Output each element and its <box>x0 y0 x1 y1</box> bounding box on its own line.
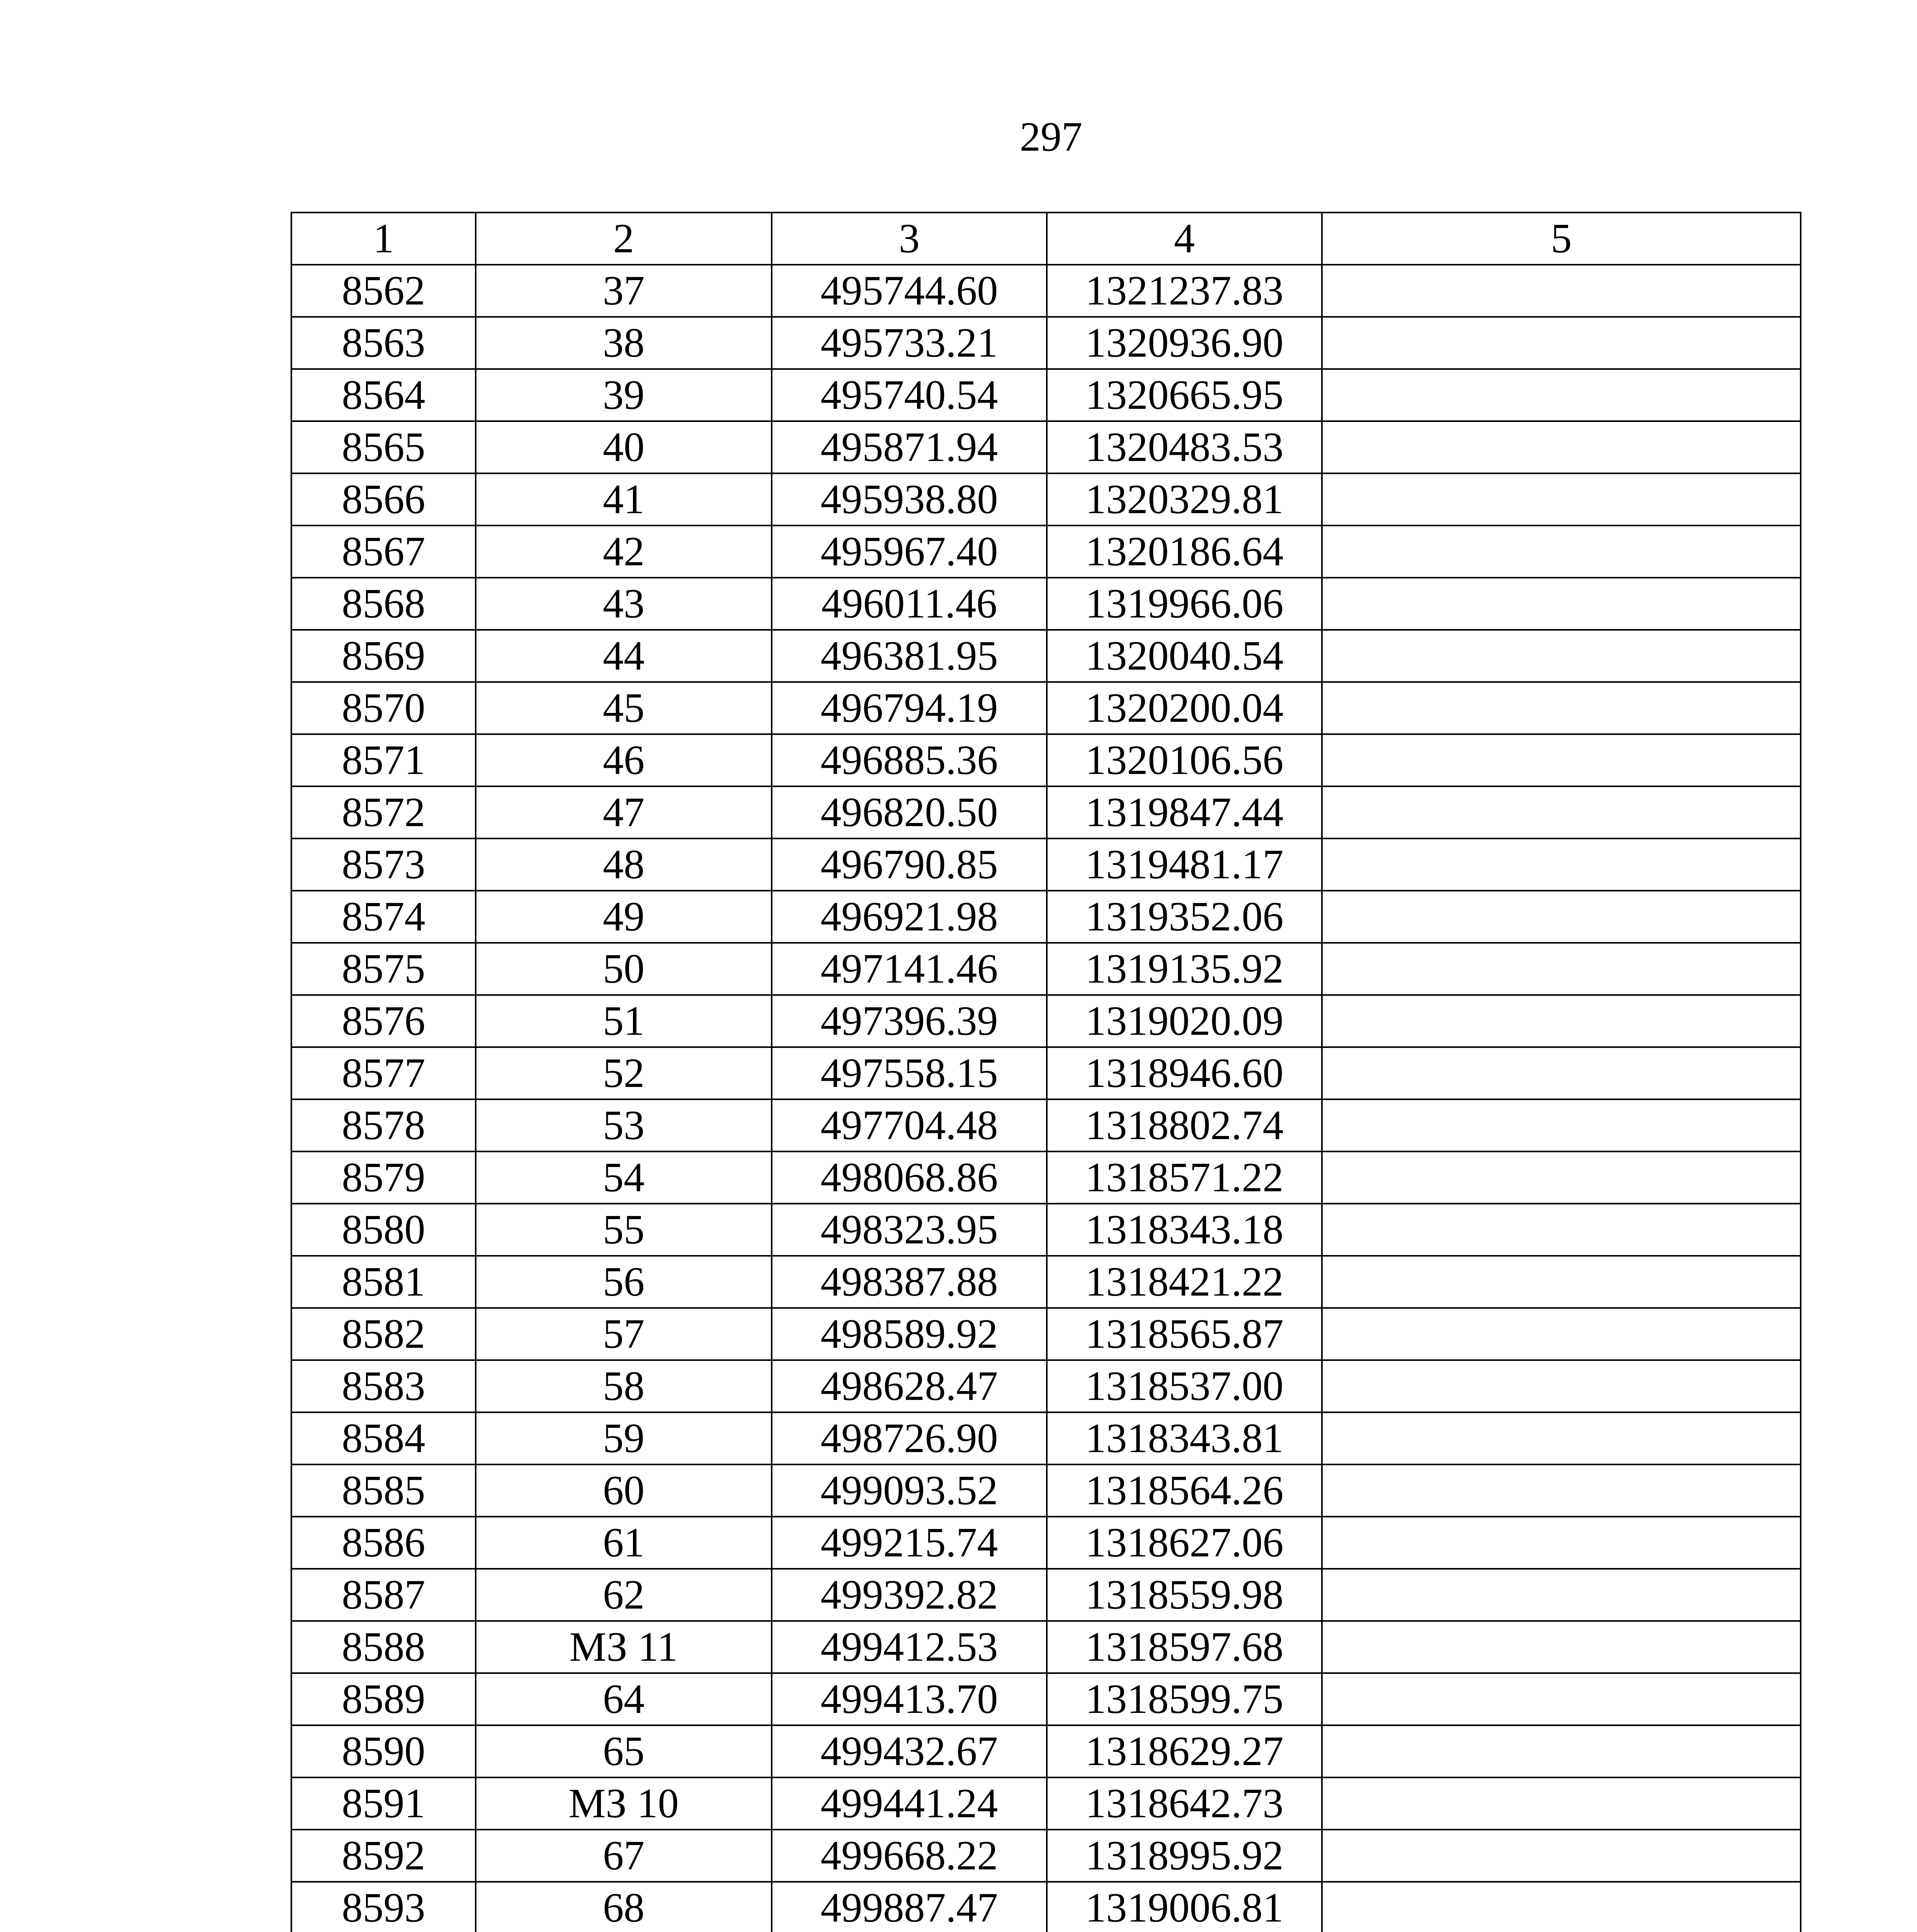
table-cell: 8581 <box>291 1256 476 1308</box>
table-cell: 46 <box>476 734 772 786</box>
table-row <box>291 1047 1801 1099</box>
table-row <box>291 526 1801 578</box>
table-cell: 496011.46 <box>772 578 1047 630</box>
table-cell <box>1322 1204 1801 1256</box>
table-cell: 1320106.56 <box>1047 734 1322 786</box>
table-cell: 67 <box>476 1830 772 1882</box>
table-row <box>291 891 1801 943</box>
column-header: 5 <box>1322 213 1801 265</box>
table-cell: 8593 <box>291 1882 476 1932</box>
table-cell: 8578 <box>291 1099 476 1151</box>
table-cell: 495938.80 <box>772 473 1047 526</box>
table-cell: 8574 <box>291 891 476 943</box>
table-row <box>291 1151 1801 1204</box>
table-cell: 8591 <box>291 1777 476 1830</box>
table-cell: 499432.67 <box>772 1725 1047 1777</box>
table-row <box>291 369 1801 421</box>
table-cell: 58 <box>476 1360 772 1412</box>
table-cell <box>1322 1569 1801 1621</box>
table-cell: 8563 <box>291 317 476 369</box>
table-cell: 48 <box>476 838 772 891</box>
table-cell: 496820.50 <box>772 786 1047 838</box>
table-row <box>291 682 1801 734</box>
table-cell: 42 <box>476 526 772 578</box>
page-number: 297 <box>1020 114 1082 160</box>
table-row <box>291 317 1801 369</box>
table-cell: 1320665.95 <box>1047 369 1322 421</box>
table-cell: 1318629.27 <box>1047 1725 1322 1777</box>
table-cell: 1318564.26 <box>1047 1464 1322 1517</box>
table-cell <box>1322 1882 1801 1932</box>
table-cell: 8585 <box>291 1464 476 1517</box>
table-cell: 498628.47 <box>772 1360 1047 1412</box>
table-cell: 57 <box>476 1308 772 1360</box>
table-cell: 1320186.64 <box>1047 526 1322 578</box>
table-cell: МЗ 11 <box>476 1621 772 1673</box>
table-cell: 51 <box>476 995 772 1047</box>
table-cell: 8570 <box>291 682 476 734</box>
table-cell: 8571 <box>291 734 476 786</box>
table-cell: 497141.46 <box>772 943 1047 995</box>
column-header: 3 <box>772 213 1047 265</box>
table-cell <box>1322 317 1801 369</box>
table-cell: МЗ 10 <box>476 1777 772 1830</box>
table-cell: 495733.21 <box>772 317 1047 369</box>
table-cell: 37 <box>476 265 772 317</box>
table-cell: 1318946.60 <box>1047 1047 1322 1099</box>
table-cell: 1321237.83 <box>1047 265 1322 317</box>
table-cell <box>1322 265 1801 317</box>
table-cell <box>1322 1308 1801 1360</box>
table-row <box>291 1099 1801 1151</box>
table-cell: 64 <box>476 1673 772 1725</box>
table-cell: 1318627.06 <box>1047 1517 1322 1569</box>
table-cell: 8568 <box>291 578 476 630</box>
column-header: 1 <box>291 213 476 265</box>
header-row <box>291 213 1801 265</box>
table-cell: 8582 <box>291 1308 476 1360</box>
table-cell: 41 <box>476 473 772 526</box>
table-cell: 499887.47 <box>772 1882 1047 1932</box>
table-cell: 38 <box>476 317 772 369</box>
table-cell <box>1322 682 1801 734</box>
table-cell: 8590 <box>291 1725 476 1777</box>
table-cell: 1320200.04 <box>1047 682 1322 734</box>
table-cell: 1318642.73 <box>1047 1777 1322 1830</box>
table-cell <box>1322 734 1801 786</box>
table-cell: 8569 <box>291 630 476 682</box>
table-cell: 54 <box>476 1151 772 1204</box>
table-cell: 1318802.74 <box>1047 1099 1322 1151</box>
table-cell: 1319352.06 <box>1047 891 1322 943</box>
table-cell <box>1322 786 1801 838</box>
table-row <box>291 1882 1801 1932</box>
table-cell: 8586 <box>291 1517 476 1569</box>
table-cell <box>1322 369 1801 421</box>
table-cell: 496921.98 <box>772 891 1047 943</box>
table-cell: 499215.74 <box>772 1517 1047 1569</box>
table-cell <box>1322 630 1801 682</box>
table-row <box>291 1569 1801 1621</box>
table-row <box>291 734 1801 786</box>
table-cell: 61 <box>476 1517 772 1569</box>
table-cell <box>1322 1464 1801 1517</box>
table-cell: 499392.82 <box>772 1569 1047 1621</box>
table-cell: 498726.90 <box>772 1412 1047 1464</box>
table-cell: 60 <box>476 1464 772 1517</box>
table-row <box>291 1464 1801 1517</box>
table-cell: 1318565.87 <box>1047 1308 1322 1360</box>
table-row <box>291 1360 1801 1412</box>
table-cell <box>1322 526 1801 578</box>
table-cell <box>1322 473 1801 526</box>
table-cell <box>1322 1256 1801 1308</box>
table-cell <box>1322 1673 1801 1725</box>
table-cell: 8588 <box>291 1621 476 1673</box>
table-cell: 53 <box>476 1099 772 1151</box>
table-cell: 498589.92 <box>772 1308 1047 1360</box>
table-cell <box>1322 891 1801 943</box>
table-cell: 498068.86 <box>772 1151 1047 1204</box>
table-cell: 8589 <box>291 1673 476 1725</box>
table-cell: 8564 <box>291 369 476 421</box>
table-row <box>291 1725 1801 1777</box>
table-cell <box>1322 1830 1801 1882</box>
table-cell: 40 <box>476 421 772 473</box>
table-cell: 495967.40 <box>772 526 1047 578</box>
table-cell <box>1322 943 1801 995</box>
table-cell: 68 <box>476 1882 772 1932</box>
table-cell: 496381.95 <box>772 630 1047 682</box>
table-cell <box>1322 1777 1801 1830</box>
table-cell: 1319135.92 <box>1047 943 1322 995</box>
table-row <box>291 1412 1801 1464</box>
table-row <box>291 838 1801 891</box>
table-cell: 8592 <box>291 1830 476 1882</box>
table-cell <box>1322 995 1801 1047</box>
table-cell: 1318597.68 <box>1047 1621 1322 1673</box>
table-cell: 1320040.54 <box>1047 630 1322 682</box>
column-header: 4 <box>1047 213 1322 265</box>
table-cell <box>1322 1360 1801 1412</box>
table-cell: 498323.95 <box>772 1204 1047 1256</box>
table-cell: 495744.60 <box>772 265 1047 317</box>
table-cell: 498387.88 <box>772 1256 1047 1308</box>
table-row <box>291 1621 1801 1673</box>
table-cell: 497396.39 <box>772 995 1047 1047</box>
table-cell: 1319006.81 <box>1047 1882 1322 1932</box>
table-row <box>291 265 1801 317</box>
table-cell: 56 <box>476 1256 772 1308</box>
table-cell: 8583 <box>291 1360 476 1412</box>
table-cell: 499668.22 <box>772 1830 1047 1882</box>
table-cell: 499441.24 <box>772 1777 1047 1830</box>
table-row <box>291 421 1801 473</box>
table-cell: 495871.94 <box>772 421 1047 473</box>
table-cell: 52 <box>476 1047 772 1099</box>
table-cell <box>1322 421 1801 473</box>
coordinates-table <box>291 212 1801 1932</box>
table-cell: 8576 <box>291 995 476 1047</box>
table-cell: 497704.48 <box>772 1099 1047 1151</box>
table-cell: 1319481.17 <box>1047 838 1322 891</box>
table-cell: 55 <box>476 1204 772 1256</box>
table-cell <box>1322 1151 1801 1204</box>
table-cell: 8575 <box>291 943 476 995</box>
table-row <box>291 786 1801 838</box>
table-cell <box>1322 838 1801 891</box>
table-cell: 496794.19 <box>772 682 1047 734</box>
table-cell: 499412.53 <box>772 1621 1047 1673</box>
table-cell: 8572 <box>291 786 476 838</box>
table-row <box>291 995 1801 1047</box>
table-cell: 8587 <box>291 1569 476 1621</box>
table-cell <box>1322 1047 1801 1099</box>
table-cell: 1318599.75 <box>1047 1673 1322 1725</box>
table-cell: 62 <box>476 1569 772 1621</box>
table-row <box>291 1308 1801 1360</box>
table-cell: 8579 <box>291 1151 476 1204</box>
table-cell: 8573 <box>291 838 476 891</box>
table-row <box>291 1204 1801 1256</box>
table-cell: 499093.52 <box>772 1464 1047 1517</box>
table-cell: 1318343.81 <box>1047 1412 1322 1464</box>
table-row <box>291 1830 1801 1882</box>
table-cell: 499413.70 <box>772 1673 1047 1725</box>
table-row <box>291 943 1801 995</box>
table-cell: 1319847.44 <box>1047 786 1322 838</box>
table-cell: 496790.85 <box>772 838 1047 891</box>
table-row <box>291 630 1801 682</box>
table-cell: 8567 <box>291 526 476 578</box>
table-cell: 45 <box>476 682 772 734</box>
table-cell: 8584 <box>291 1412 476 1464</box>
table-cell: 1319966.06 <box>1047 578 1322 630</box>
table-cell: 8562 <box>291 265 476 317</box>
table-cell: 43 <box>476 578 772 630</box>
table-cell <box>1322 578 1801 630</box>
table-row <box>291 1517 1801 1569</box>
table-cell: 8565 <box>291 421 476 473</box>
table-row <box>291 473 1801 526</box>
table-row <box>291 1256 1801 1308</box>
table-cell: 1318559.98 <box>1047 1569 1322 1621</box>
table-cell <box>1322 1621 1801 1673</box>
table-cell: 495740.54 <box>772 369 1047 421</box>
table-cell: 497558.15 <box>772 1047 1047 1099</box>
table-cell: 1320483.53 <box>1047 421 1322 473</box>
table-cell: 65 <box>476 1725 772 1777</box>
table-cell: 8580 <box>291 1204 476 1256</box>
table-row <box>291 1777 1801 1830</box>
table-cell: 49 <box>476 891 772 943</box>
table-cell: 8577 <box>291 1047 476 1099</box>
table-cell: 1319020.09 <box>1047 995 1322 1047</box>
table-cell <box>1322 1725 1801 1777</box>
table-cell <box>1322 1099 1801 1151</box>
table-cell: 8566 <box>291 473 476 526</box>
column-header: 2 <box>476 213 772 265</box>
table-cell: 1318421.22 <box>1047 1256 1322 1308</box>
table-cell <box>1322 1412 1801 1464</box>
table-cell: 59 <box>476 1412 772 1464</box>
table-cell: 1318343.18 <box>1047 1204 1322 1256</box>
table-cell: 44 <box>476 630 772 682</box>
table-cell: 496885.36 <box>772 734 1047 786</box>
table-cell: 1318995.92 <box>1047 1830 1322 1882</box>
table-cell: 1318537.00 <box>1047 1360 1322 1412</box>
table-cell <box>1322 1517 1801 1569</box>
table-cell: 1318571.22 <box>1047 1151 1322 1204</box>
table-cell: 1320936.90 <box>1047 317 1322 369</box>
table-row <box>291 1673 1801 1725</box>
table-cell: 50 <box>476 943 772 995</box>
table-row <box>291 578 1801 630</box>
table-cell: 47 <box>476 786 772 838</box>
table-body <box>291 265 1801 1932</box>
table-cell: 39 <box>476 369 772 421</box>
table-cell: 1320329.81 <box>1047 473 1322 526</box>
